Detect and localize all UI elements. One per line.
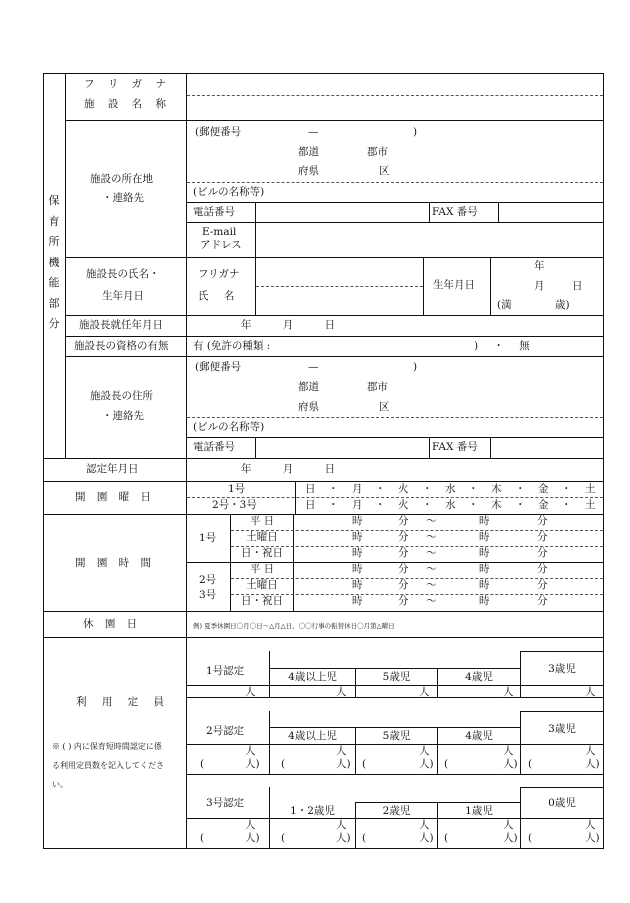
open-day-2-8: ・ xyxy=(468,499,479,511)
cap2-paren-open-1: ( xyxy=(200,758,205,770)
cap3-paren-close-1: 人) xyxy=(245,832,260,844)
hours-minute2-5: 分 xyxy=(537,579,548,591)
facility-furigana-label: フ リ ガ ナ xyxy=(84,78,172,90)
cap2-cert: 2号認定 xyxy=(206,725,245,737)
hours-minute-4: 分 xyxy=(398,563,409,575)
cap3-paren-close-4: 人) xyxy=(503,832,518,844)
open-day-2-1: 日 xyxy=(305,499,316,511)
cap1-unit-5: 人 xyxy=(585,686,596,698)
director-fuken: 府県 xyxy=(298,401,319,413)
cap3-right-col: 0歳児 xyxy=(548,797,576,809)
cap2-unit-4: 人 xyxy=(503,745,514,757)
cap2-paren-open-4: ( xyxy=(444,758,449,770)
open-day-1-6: ・ xyxy=(422,483,433,495)
director-age-open: (満 xyxy=(497,299,512,311)
facility-location-label: 施設の所在地 xyxy=(90,173,153,185)
hours-hour-1: 時 xyxy=(352,515,363,527)
hours-tilde-6: 〜 xyxy=(426,595,437,607)
cap3-paren-open-1: ( xyxy=(200,832,205,844)
hours-minute2-6: 分 xyxy=(537,595,548,607)
capacity-note-1: ※ ( ) 内に保育短時間認定に係 xyxy=(52,742,162,751)
open-day-2-13: 土 xyxy=(585,499,596,511)
hours-minute2-4: 分 xyxy=(537,563,548,575)
hours-minute2-1: 分 xyxy=(537,515,548,527)
open-day-2-7: 水 xyxy=(445,499,456,511)
cap2-paren-open-5: ( xyxy=(528,758,533,770)
director-fax-label: FAX 番号 xyxy=(432,441,478,453)
cap1-col-1: 4歳以上児 xyxy=(288,671,337,683)
cap1-col-2: 5歳児 xyxy=(382,671,411,683)
cap3-unit-3: 人 xyxy=(419,819,430,831)
director-birth-day: 日 xyxy=(572,280,583,292)
director-qualification-label: 施設長の資格の有無 xyxy=(74,340,169,352)
cap1-unit-2: 人 xyxy=(336,686,347,698)
cap3-paren-close-5: 人) xyxy=(585,832,600,844)
open-day-1-7: 水 xyxy=(445,483,456,495)
director-age-close: 歳) xyxy=(555,299,570,311)
open-day-1-9: 木 xyxy=(491,483,502,495)
hours-hour-5: 時 xyxy=(352,579,363,591)
cap3-col-3: 1歳児 xyxy=(465,805,493,817)
hours-day-4: 平 日 xyxy=(249,563,275,575)
open-day-1-8: ・ xyxy=(468,483,479,495)
director-address-label-1: 施設長の住所 xyxy=(90,390,153,402)
cap2-paren-open-2: ( xyxy=(281,758,286,770)
director-gunshi: 郡市 xyxy=(367,381,388,393)
director-qualification-close: ) ・ 無 xyxy=(474,340,530,352)
hours-tilde-2: 〜 xyxy=(426,531,437,543)
director-postal-dash: — xyxy=(308,361,319,373)
open-hours-group-2-line-2: 3号 xyxy=(199,589,217,601)
open-day-1-10: ・ xyxy=(515,483,526,495)
hours-day-1: 平 日 xyxy=(249,515,275,527)
capacity-note-2: る利用定員数を記入してくださ xyxy=(52,761,164,770)
cap2-col-3: 4歳児 xyxy=(465,730,493,742)
cap2-paren-close-2: 人) xyxy=(336,758,351,770)
open-day-1-4: ・ xyxy=(375,483,386,495)
open-days-label: 開 園 曜 日 xyxy=(75,491,156,503)
certification-label: 認定年月日 xyxy=(86,463,139,475)
hours-minute2-3: 分 xyxy=(537,547,548,559)
holidays-example: 例) 夏季休園日〇月〇日〜△月△日、〇〇行事の振替休日〇月第△曜日 xyxy=(193,622,395,630)
director-postal-label: (郵便番号 xyxy=(195,361,242,373)
cap3-paren-open-5: ( xyxy=(528,832,533,844)
cap2-paren-open-3: ( xyxy=(362,758,367,770)
cap2-paren-close-5: 人) xyxy=(585,758,600,770)
hours-hour-3: 時 xyxy=(352,547,363,559)
cap1-unit-1: 人 xyxy=(245,686,256,698)
hours-tilde-5: 〜 xyxy=(426,579,437,591)
facility-postal-close: ) xyxy=(413,126,418,138)
open-day-2-11: 金 xyxy=(538,499,549,511)
open-days-type-2: 2号・3号 xyxy=(212,499,257,511)
facility-postal-dash: — xyxy=(308,126,319,138)
hours-minute-5: 分 xyxy=(398,579,409,591)
capacity-label: 利 用 定 員 xyxy=(76,696,171,708)
open-hours-group-2-line-1: 2号 xyxy=(199,574,217,586)
facility-postal-label: (郵便番号 xyxy=(195,126,242,138)
director-ku: 区 xyxy=(379,401,390,413)
cap3-unit-2: 人 xyxy=(336,819,347,831)
director-postal-close: ) xyxy=(413,361,418,373)
open-day-1-3: 月 xyxy=(352,483,363,495)
facility-name-label: 施 設 名 称 xyxy=(84,98,172,110)
section-label: 保育所機能部分 xyxy=(48,194,60,330)
hours-minute-3: 分 xyxy=(398,547,409,559)
hours-minute-6: 分 xyxy=(398,595,409,607)
hours-minute-1: 分 xyxy=(398,515,409,527)
facility-building-label: (ビルの名称等) xyxy=(193,186,265,198)
hours-day-2: 土曜日 xyxy=(246,531,278,543)
director-name-birth-label-1: 施設長の氏名・ xyxy=(86,268,160,280)
hours-tilde-3: 〜 xyxy=(426,547,437,559)
hours-tilde-1: 〜 xyxy=(426,515,437,527)
open-day-2-12: ・ xyxy=(561,499,572,511)
hours-hour2-2: 時 xyxy=(479,531,490,543)
open-days-type-1: 1号 xyxy=(228,483,246,495)
facility-ku: 区 xyxy=(379,165,390,177)
cap2-paren-close-1: 人) xyxy=(245,758,260,770)
hours-hour2-4: 時 xyxy=(479,563,490,575)
cap3-unit-1: 人 xyxy=(245,819,256,831)
hours-tilde-4: 〜 xyxy=(426,563,437,575)
cap3-unit-5: 人 xyxy=(585,819,596,831)
hours-day-6: 日・祝日 xyxy=(241,595,283,607)
cap3-cert: 3号認定 xyxy=(206,797,245,809)
director-phone-label: 電話番号 xyxy=(193,441,235,453)
open-day-1-1: 日 xyxy=(305,483,316,495)
open-hours-group-1: 1号 xyxy=(199,532,217,544)
director-building-label: (ビルの名称等) xyxy=(193,421,265,433)
facility-fax-label: FAX 番号 xyxy=(432,206,478,218)
open-day-1-5: 火 xyxy=(398,483,409,495)
facility-fuken: 府県 xyxy=(298,165,319,177)
cap3-paren-open-3: ( xyxy=(362,832,367,844)
cap2-unit-3: 人 xyxy=(419,745,430,757)
open-day-2-5: 火 xyxy=(398,499,409,511)
cap2-unit-2: 人 xyxy=(336,745,347,757)
open-day-2-4: ・ xyxy=(375,499,386,511)
director-appointed-label: 施設長就任年月日 xyxy=(79,319,163,331)
cap1-right-col: 3歳児 xyxy=(548,663,576,675)
cap1-cert: 1号認定 xyxy=(206,665,245,677)
hours-hour2-1: 時 xyxy=(479,515,490,527)
facility-phone-label: 電話番号 xyxy=(193,206,235,218)
facility-todo: 都道 xyxy=(298,146,319,158)
cap3-col-2: 2歳児 xyxy=(382,805,411,817)
certification-value: 年 月 日 xyxy=(241,463,336,475)
hours-minute-2: 分 xyxy=(398,531,409,543)
open-day-1-11: 金 xyxy=(538,483,549,495)
cap2-paren-close-3: 人) xyxy=(419,758,434,770)
facility-contact-label: ・連絡先 xyxy=(102,192,144,204)
hours-hour2-5: 時 xyxy=(479,579,490,591)
hours-day-3: 日・祝日 xyxy=(241,547,283,559)
open-day-2-6: ・ xyxy=(422,499,433,511)
holidays-label: 休 園 日 xyxy=(83,618,142,630)
cap3-paren-close-3: 人) xyxy=(419,832,434,844)
hours-hour-6: 時 xyxy=(352,595,363,607)
director-name-label: 氏 名 xyxy=(198,290,241,302)
director-todo: 都道 xyxy=(298,381,319,393)
director-birthdate-label: 生年月日 xyxy=(433,279,475,291)
director-birth-year: 年 xyxy=(534,260,545,272)
hours-hour2-6: 時 xyxy=(479,595,490,607)
director-appointed-value: 年 月 日 xyxy=(241,319,336,331)
facility-email-label-2: アドレス xyxy=(200,239,242,251)
cap2-unit-5: 人 xyxy=(585,745,596,757)
hours-hour2-3: 時 xyxy=(479,547,490,559)
cap3-paren-open-2: ( xyxy=(281,832,286,844)
open-day-2-9: 木 xyxy=(491,499,502,511)
director-address-label-2: ・連絡先 xyxy=(102,410,144,422)
hours-minute2-2: 分 xyxy=(537,531,548,543)
cap3-unit-4: 人 xyxy=(503,819,514,831)
cap3-paren-close-2: 人) xyxy=(336,832,351,844)
cap2-col-2: 5歳児 xyxy=(382,730,411,742)
open-day-2-10: ・ xyxy=(515,499,526,511)
open-day-1-13: 土 xyxy=(585,483,596,495)
cap2-paren-close-4: 人) xyxy=(503,758,518,770)
cap3-col-1: 1・2歳児 xyxy=(290,805,335,817)
capacity-note-3: い。 xyxy=(52,780,68,789)
open-day-2-2: ・ xyxy=(328,499,339,511)
cap1-unit-3: 人 xyxy=(419,686,430,698)
director-qualification-value: 有 (免許の種類 : xyxy=(193,340,271,352)
director-birth-month: 月 xyxy=(534,280,545,292)
cap2-right-col: 3歳児 xyxy=(548,723,576,735)
open-hours-label: 開 園 時 間 xyxy=(75,557,156,569)
facility-gunshi: 郡市 xyxy=(367,146,388,158)
hours-hour-4: 時 xyxy=(352,563,363,575)
cap1-col-3: 4歳児 xyxy=(465,671,493,683)
hours-hour-2: 時 xyxy=(352,531,363,543)
open-day-2-3: 月 xyxy=(352,499,363,511)
cap3-paren-open-4: ( xyxy=(444,832,449,844)
open-day-1-12: ・ xyxy=(561,483,572,495)
cap2-col-1: 4歳以上児 xyxy=(288,730,337,742)
director-furigana-label: フリガナ xyxy=(198,268,240,280)
facility-email-label-1: E-mail xyxy=(202,226,237,238)
director-name-birth-label-2: 生年月日 xyxy=(102,290,144,302)
open-day-1-2: ・ xyxy=(328,483,339,495)
hours-day-5: 土曜日 xyxy=(246,579,278,591)
cap2-unit-1: 人 xyxy=(245,745,256,757)
cap1-unit-4: 人 xyxy=(503,686,514,698)
